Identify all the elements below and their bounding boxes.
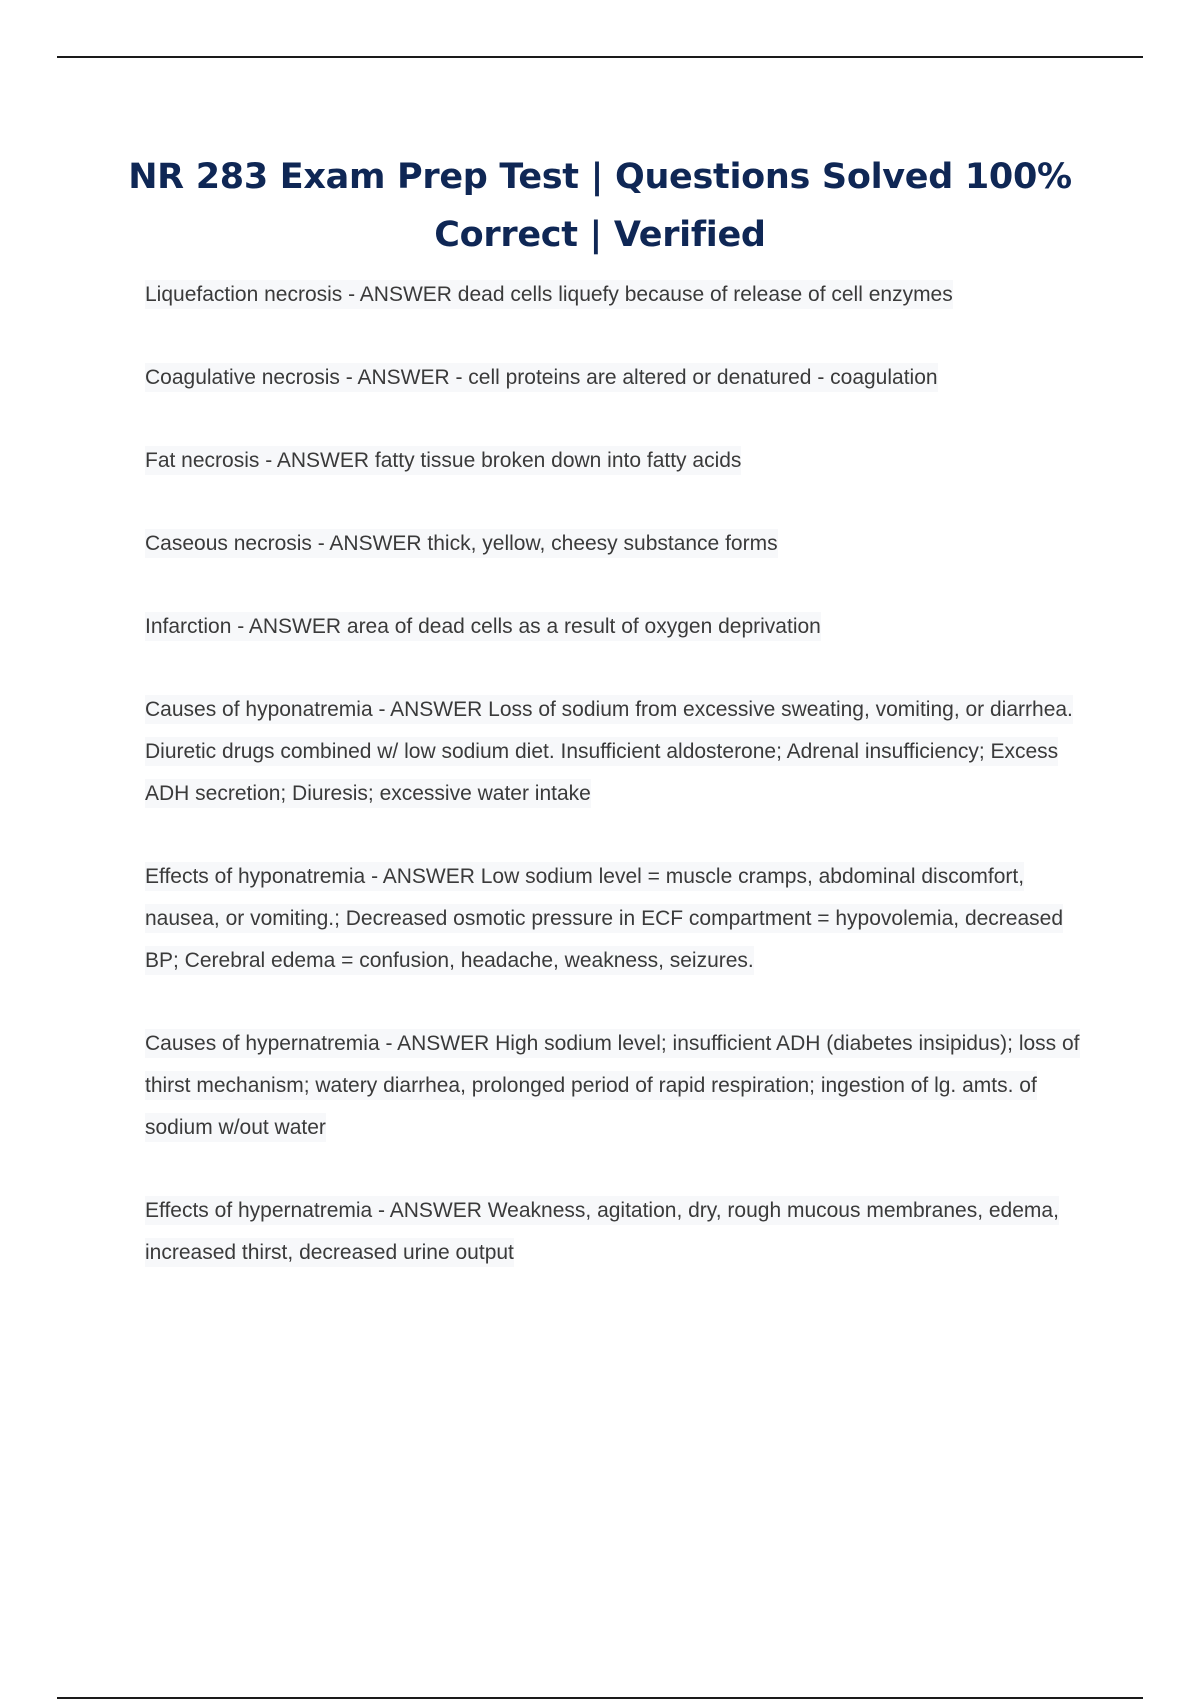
qa-item-fat-necrosis: Fat necrosis - ANSWER fatty tissue broken down into fatty acids <box>145 440 1095 482</box>
qa-item-causes-hyponatremia: Causes of hyponatremia - ANSWER Loss of sodium from excessive sweating, vomiting, or diarrhea. Diuretic drugs combined w/ low sodium diet. Insufficient aldosterone; Adrenal insufficiency; Excess ADH secretion; Diuresis; excessive water intake <box>145 689 1095 815</box>
qa-item-effects-hyponatremia: Effects of hyponatremia - ANSWER Low sodium level = muscle cramps, abdominal discomfort, nausea, or vomiting.; Decreased osmotic pressure in ECF compartment = hypovolemia, decreased BP; Cerebral edema = confusion, headache, weakness, seizures. <box>145 856 1095 982</box>
qa-item-coagulative-necrosis: Coagulative necrosis - ANSWER - cell proteins are altered or denatured - coagulation <box>145 357 1095 399</box>
document-title: NR 283 Exam Prep Test | Questions Solved 100% Correct | Verified <box>128 157 1072 255</box>
qa-item-effects-hypernatremia: Effects of hypernatremia - ANSWER Weakness, agitation, dry, rough mucous membranes, edema, increased thirst, decreased urine output <box>145 1190 1095 1274</box>
qa-list <box>145 274 1095 1315</box>
top-rule <box>57 56 1143 58</box>
qa-item-infarction: Infarction - ANSWER area of dead cells as a result of oxygen deprivation <box>145 606 1095 648</box>
qa-item-causes-hypernatremia: Causes of hypernatremia - ANSWER High sodium level; insufficient ADH (diabetes insipidus); loss of thirst mechanism; watery diarrhea, prolonged period of rapid respiration; ingestion of lg. amts. of sodium w/out water <box>145 1023 1095 1149</box>
bottom-rule <box>57 1697 1143 1699</box>
qa-item-liquefaction-necrosis: Liquefaction necrosis - ANSWER dead cells liquefy because of release of cell enzymes <box>145 274 1095 316</box>
qa-item-caseous-necrosis: Caseous necrosis - ANSWER thick, yellow, cheesy substance forms <box>145 523 1095 565</box>
